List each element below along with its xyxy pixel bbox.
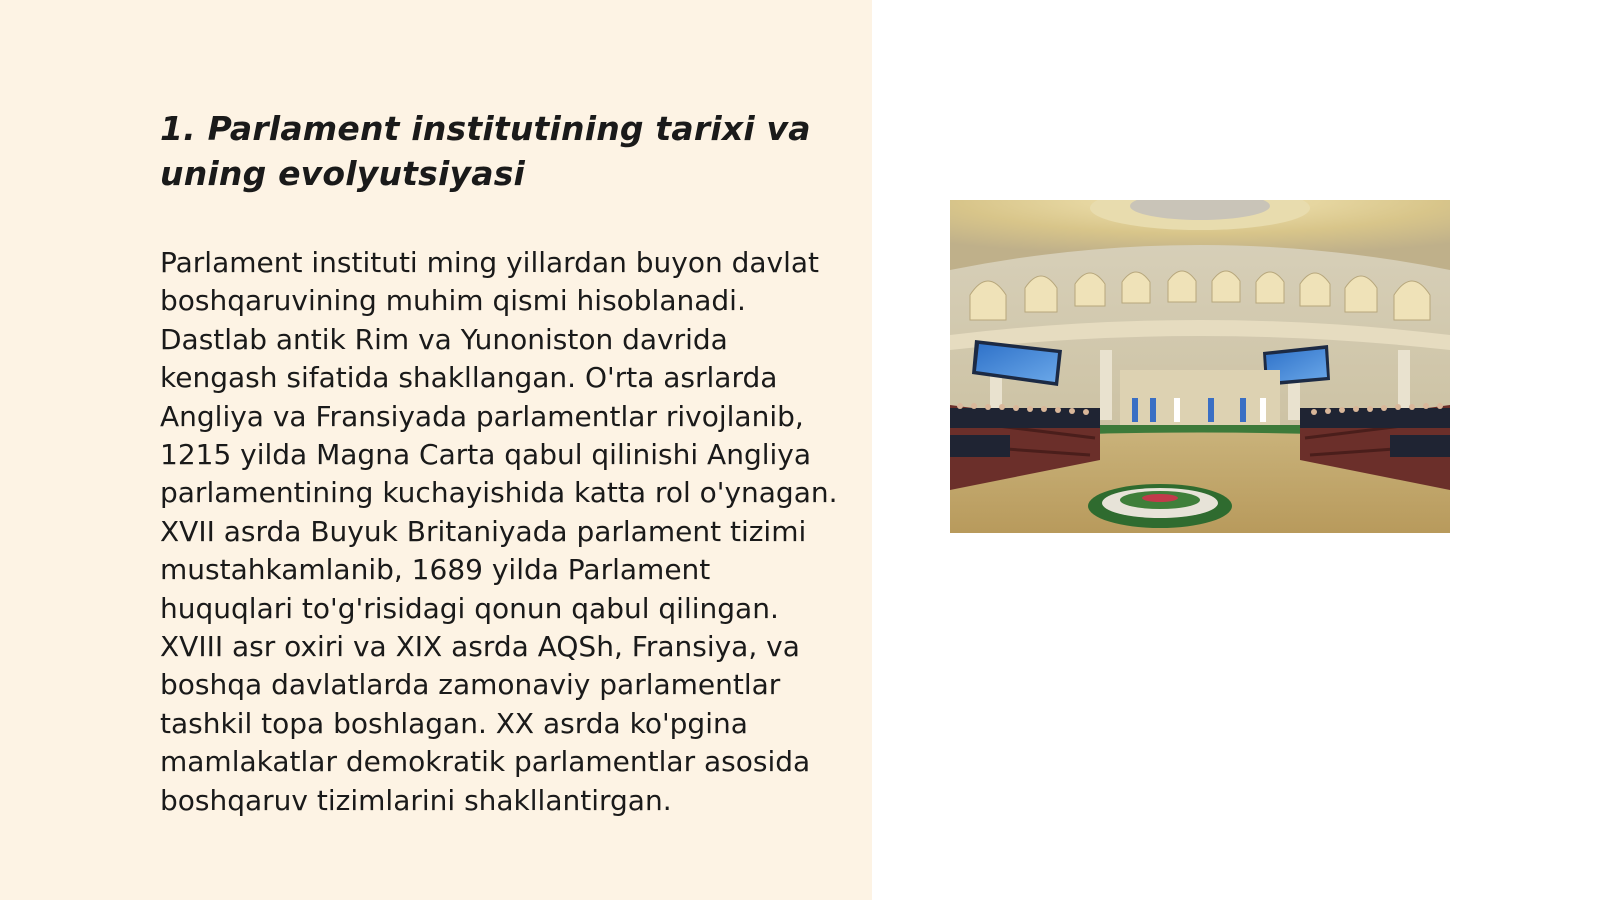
parliament-hall-photo [950, 200, 1450, 533]
slide-title: 1. Parlament institutining tarixi va uning evolyutsiyasi [160, 109, 811, 193]
slide-body-text: Parlament instituti ming yillardan buyon davlat boshqaruvining muhim qismi hisoblanadi. Dastlab antik Rim va Yunoniston davrida kengash sifatida shakllangan. O'rta asrlarda Angliya va Fransiyada parlamentlar rivojlanib, 1215 yilda Magna Carta qabul qilinishi Angliya parlamentining kuchayishida katta rol o'ynagan. XVII asrda Buyuk Britaniyada parlament tizimi mustahkamlanib, 1689 yilda Parlament huquqlari to'g'risidagi qonun qabul qilingan. XVIII asr oxiri va XIX asrda AQSh, Fransiya, va boshqa davlatlarda zamonaviy parlamentlar tashkil topa boshlagan. XX asrda ko'pgina mamlakatlar demokratik parlamentlar asosida boshqaruv tizimlarini shakllantirgan. [160, 246, 838, 817]
